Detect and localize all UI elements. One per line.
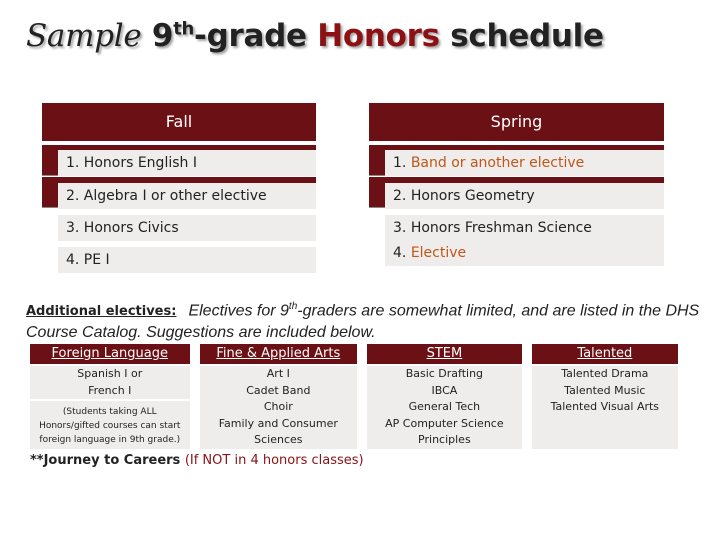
spring-header: Spring <box>369 103 664 141</box>
spring-item-prefix: 1. <box>393 155 411 171</box>
spring-item <box>385 215 664 241</box>
foreign-language-cell <box>30 364 195 449</box>
title-grade-sup: th <box>173 18 195 40</box>
col-header-fine-arts: Fine & Applied Arts <box>195 344 363 364</box>
additional-text-a: Electives for 9 <box>188 302 289 320</box>
talented-item: Talented Drama <box>532 364 678 383</box>
spring-item-text: Honors Geometry <box>410 188 535 204</box>
stem-item: AP Computer Science Principles <box>385 416 504 446</box>
foreign-item: Spanish I or <box>30 364 190 383</box>
spring-item <box>385 183 664 209</box>
spring-item <box>385 240 664 266</box>
arts-item: Art I <box>200 364 358 383</box>
fall-item: 1. Honors English I <box>58 150 316 176</box>
stem-item: IBCA <box>431 383 458 397</box>
title-schedule: schedule <box>450 18 604 54</box>
foreign-item: French I <box>88 383 132 397</box>
fall-item: 3. Honors Civics <box>58 215 316 241</box>
additional-electives-label: Additional electives: <box>26 304 177 320</box>
additional-sup: th <box>288 301 298 312</box>
page-title <box>26 18 604 54</box>
stem-item: Basic Drafting <box>367 364 522 383</box>
electives-table <box>30 344 678 449</box>
fall-header: Fall <box>42 103 316 141</box>
spring-item-text: Band or another elective <box>410 155 585 171</box>
foreign-note: (Students taking ALL Honors/gifted courses can start foreign language in 9th grade.) <box>30 399 190 449</box>
additional-electives-text <box>26 296 706 343</box>
spring-item-prefix: 2. <box>393 188 411 204</box>
col-header-talented: Talented <box>527 344 678 364</box>
arts-item: Choir <box>263 400 293 413</box>
arts-item: Family and Consumer Sciences <box>218 416 338 446</box>
footer-note: (If NOT in 4 honors classes) <box>184 453 364 468</box>
title-grade-suffix: -grade <box>194 18 307 54</box>
stem-cell <box>362 364 527 449</box>
title-sample: Sample <box>26 18 142 54</box>
spring-item-prefix: 4. <box>393 245 411 261</box>
footer-label: **Journey to Careers <box>30 453 181 468</box>
spring-item-prefix: 3. <box>393 220 411 236</box>
fall-item: 2. Algebra I or other elective <box>58 183 316 209</box>
spring-item-text: Honors Freshman Science <box>410 220 592 236</box>
arts-cell <box>195 364 363 449</box>
title-grade: 9 <box>151 18 174 54</box>
col-header-stem: STEM <box>362 344 527 364</box>
spring-item <box>385 150 664 176</box>
spring-item-text: Elective <box>410 245 467 261</box>
arts-item: Cadet Band <box>246 383 311 397</box>
talented-item: Talented Visual Arts <box>550 400 660 413</box>
fall-item: 4. PE I <box>58 247 316 273</box>
additional-text-b: -graders are somewhat limited, and are listed in the DHS Course Catalog. Suggestions are included below. <box>26 302 700 342</box>
journey-to-careers <box>30 453 364 468</box>
title-honors: Honors <box>317 18 440 54</box>
stem-item: General Tech <box>408 400 481 413</box>
talented-item: Talented Music <box>564 383 646 397</box>
col-header-foreign-language: Foreign Language <box>30 344 195 364</box>
talented-cell <box>527 364 678 449</box>
